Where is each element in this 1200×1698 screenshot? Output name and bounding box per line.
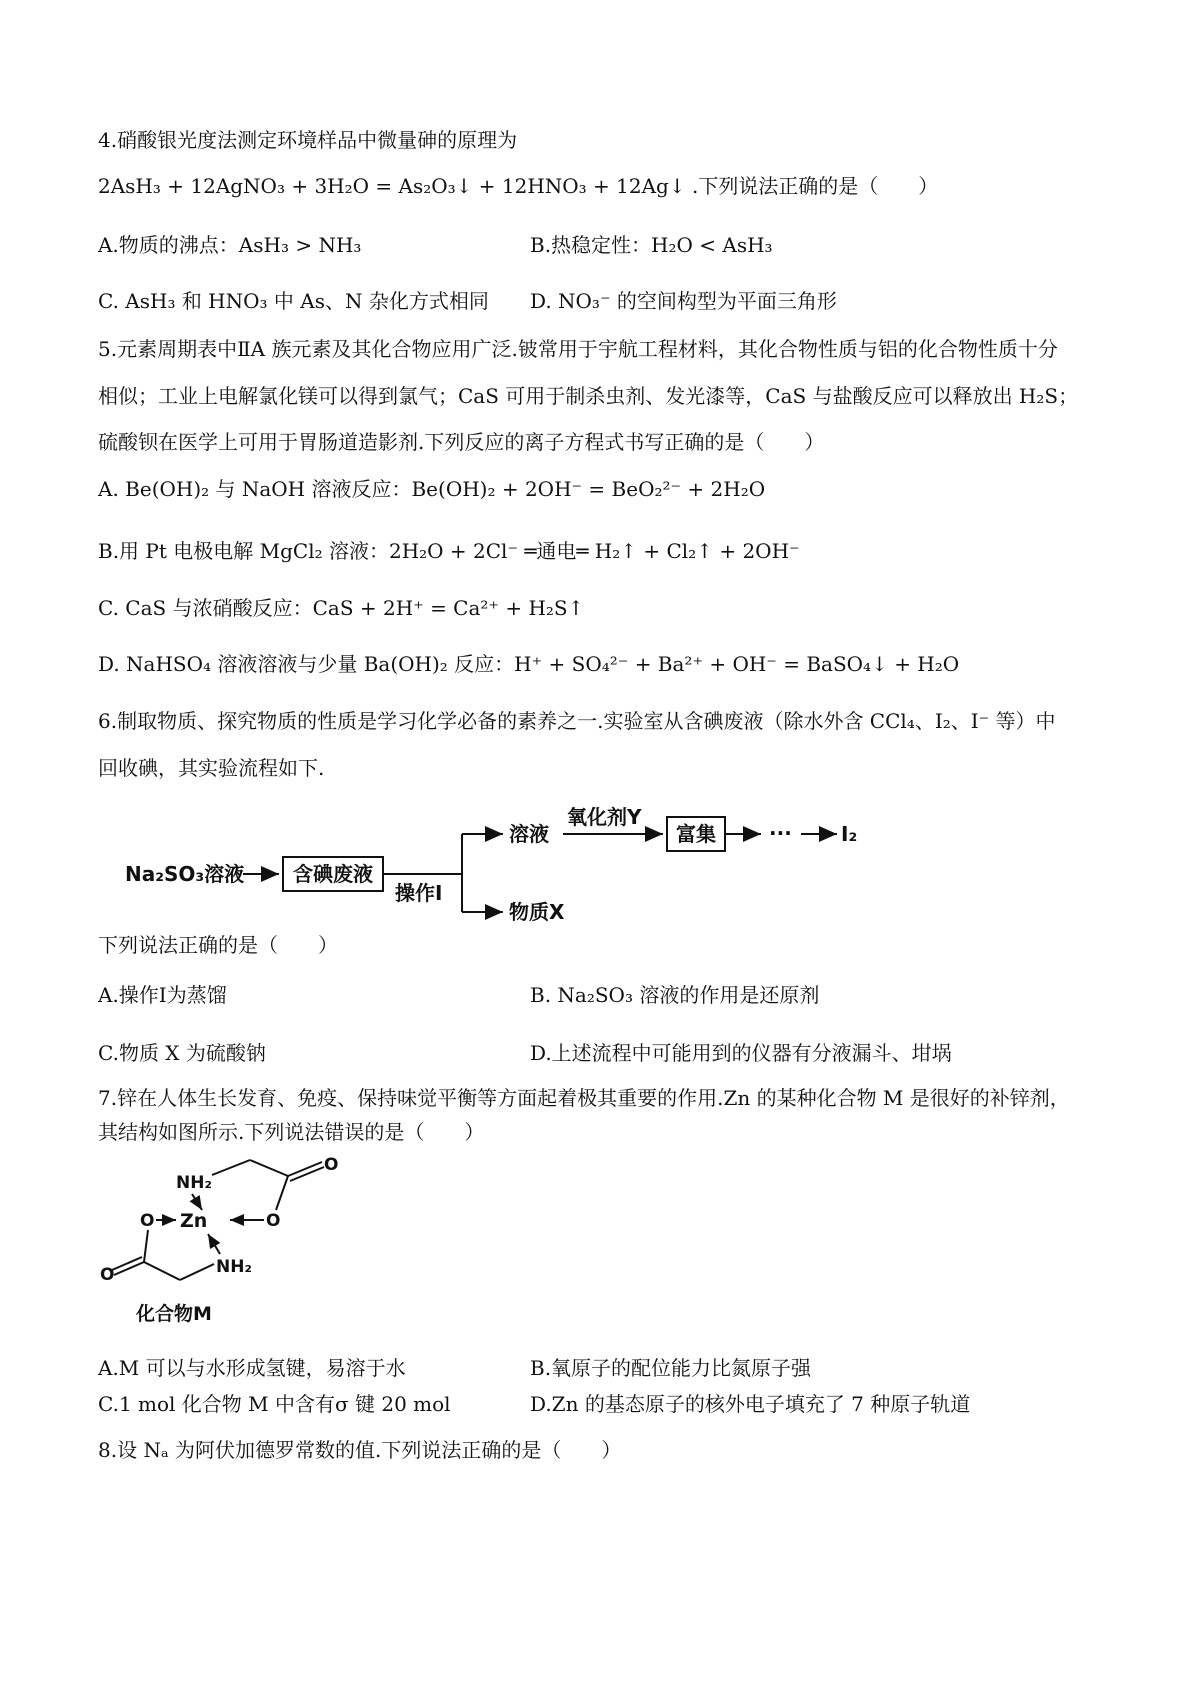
nh2-top: NH₂ [176, 1173, 212, 1193]
bond-o-left-c [144, 1230, 148, 1262]
o-top-right: O [324, 1155, 339, 1175]
q6-stem-line-1: 6.制取物质、探究物质的性质是学习化学必备的素养之一.实验室从含碘废液（除水外含 CCl₄、I₂、I⁻ 等）中 [98, 709, 1056, 733]
q5-stem-line-2: 相似；工业上电解氯化镁可以得到氯气；CaS 可用于制杀虫剂、发光漆等，CaS 与盐酸反应可以释放出 H₂S； [98, 384, 1079, 408]
q5-option-b: B.用 Pt 电极电解 MgCl₂ 溶液：2H₂O + 2Cl⁻ ═通电═ H₂↑ + Cl₂↑ + 2OH⁻ [98, 539, 800, 563]
q7-structure-diagram [100, 1150, 340, 1340]
q8-stem: 8.设 Nₐ 为阿伏加德罗常数的值.下列说法正确的是（ ） [98, 1438, 622, 1462]
q5-option-d: D. NaHSO₄ 溶液溶液与少量 Ba(OH)₂ 反应：H⁺ + SO₄²⁻ + Ba²⁺ + OH⁻ = BaSO₄↓ + H₂O [98, 652, 960, 676]
flow-waste-label: 含碘废液 [293, 862, 373, 886]
q4-stem: 4.硝酸银光度法测定环境样品中微量砷的原理为 [98, 128, 518, 152]
bond-nh2-ch2-top [212, 1160, 250, 1175]
q7-stem-line-2: 其结构如图所示.下列说法错误的是（ ） [98, 1120, 485, 1144]
flow-solution-label: 溶液 [509, 822, 549, 846]
q6-option-a: A.操作Ⅰ为蒸馏 [98, 983, 227, 1007]
q7-option-c: C.1 mol 化合物 M 中含有σ 键 20 mol [98, 1392, 451, 1416]
coord-nh2-zn [192, 1194, 202, 1210]
q4-option-a: A.物质的沸点：AsH₃ > NH₃ [98, 233, 362, 257]
structure-caption: 化合物M [136, 1303, 212, 1325]
q7-option-d: D.Zn 的基态原子的核外电子填充了 7 种原子轨道 [530, 1392, 971, 1416]
bond-ch2-c-top [250, 1160, 288, 1176]
q4-option-d: D. NO₃⁻ 的空间构型为平面三角形 [530, 289, 837, 313]
q5-stem-line-3: 硫酸钡在医学上可用于胃肠道造影剂.下列反应的离子方程式书写正确的是（ ） [98, 430, 825, 454]
q6-option-c: C.物质 X 为硫酸钠 [98, 1041, 266, 1065]
q6-flow-diagram [125, 800, 965, 950]
q6-question: 下列说法正确的是（ ） [98, 933, 338, 957]
flow-dots: ··· [769, 821, 792, 845]
q7-stem-line-1: 7.锌在人体生长发育、免疫、保持味觉平衡等方面起着极其重要的作用.Zn 的某种化合物 M 是很好的补锌剂， [98, 1086, 1070, 1110]
q7-option-a: A.M 可以与水形成氢键，易溶于水 [98, 1356, 406, 1380]
q4-option-b: B.热稳定性：H₂O < AsH₃ [530, 233, 773, 257]
flow-enrich-label: 富集 [676, 822, 716, 846]
zn-atom: Zn [180, 1210, 208, 1232]
q7-option-b: B.氧原子的配位能力比氮原子强 [530, 1356, 812, 1380]
q4-equation: 2AsH₃ + 12AgNO₃ + 3H₂O = As₂O₃↓ + 12HNO₃ + 12Ag↓ .下列说法正确的是（ ） [98, 174, 939, 198]
flow-oxidant-label: 氧化剂Y [567, 805, 642, 829]
bond-ch2-nh2-bottom [180, 1264, 214, 1280]
flow-substance-label: 物质X [509, 900, 565, 924]
q6-option-d: D.上述流程中可能用到的仪器有分液漏斗、坩埚 [530, 1041, 952, 1065]
nh2-bottom: NH₂ [216, 1257, 252, 1277]
o-left: O [140, 1211, 155, 1231]
q5-option-c: C. CaS 与浓硝酸反应：CaS + 2H⁺ = Ca²⁺ + H₂S↑ [98, 596, 585, 620]
bond-c-o-right [276, 1176, 288, 1210]
q4-option-c: C. AsH₃ 和 HNO₃ 中 As、N 杂化方式相同 [98, 289, 489, 313]
o-right: O [266, 1211, 281, 1231]
o-bottom-left: O [100, 1265, 115, 1285]
q6-option-b: B. Na₂SO₃ 溶液的作用是还原剂 [530, 983, 820, 1007]
flow-product-label: I₂ [841, 822, 858, 846]
bond-c-o-double-b1 [114, 1262, 144, 1275]
flow-op-label: 操作Ⅰ [395, 881, 443, 905]
flow-na2so3-label: Na₂SO₃溶液 [125, 862, 245, 886]
q5-option-a: A. Be(OH)₂ 与 NaOH 溶液反应：Be(OH)₂ + 2OH⁻ = BeO₂²⁻ + 2H₂O [98, 477, 766, 501]
bond-c-o-double-b2 [112, 1257, 142, 1270]
q5-stem-line-1: 5.元素周期表中ⅡA 族元素及其化合物应用广泛.铍常用于宇航工程材料，其化合物性质与铝的化合物性质十分 [98, 337, 1058, 361]
q6-stem-line-2: 回收碘，其实验流程如下. [98, 756, 325, 780]
coord-nh2-bottom-zn [208, 1234, 220, 1254]
bond-c-ch2-bottom [144, 1262, 180, 1280]
